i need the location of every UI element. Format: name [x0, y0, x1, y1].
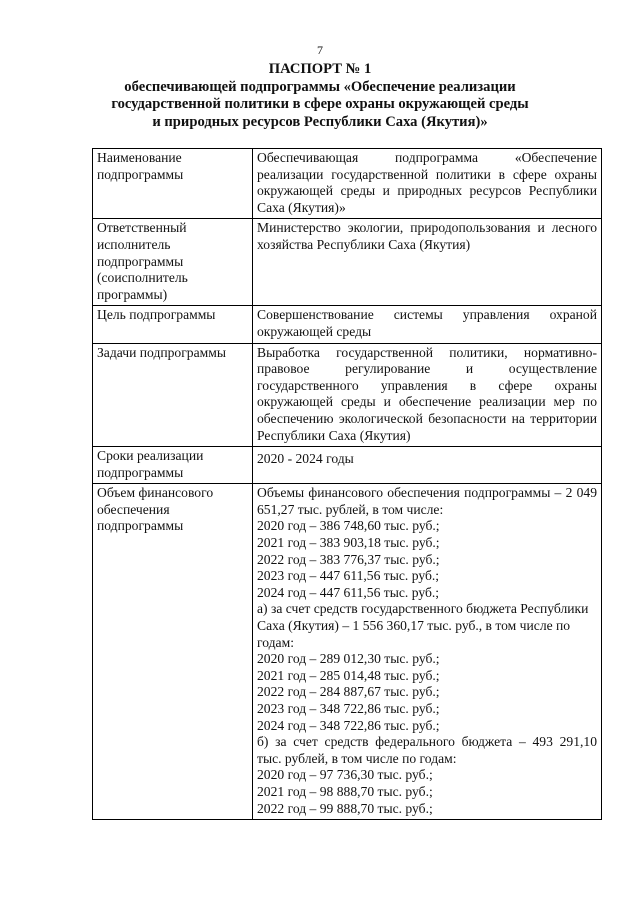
- finance-federal-intro: б) за счет средств федерального бюджета – 493 291,10 тыс. рублей, в том числе по годам:: [257, 734, 597, 766]
- finance-federal-2022: 2022 год – 99 888,70 тыс. руб.;: [257, 800, 433, 816]
- title-line-3: государственной политики в сфере охраны окружающей среды: [111, 96, 529, 112]
- finance-total-2020: 2020 год – 386 748,60 тыс. руб.;: [257, 518, 440, 534]
- row-value-period: 2020 - 2024 годы: [253, 447, 602, 484]
- row-value-goal: Совершенствование системы управления охраной окружающей среды: [253, 306, 602, 343]
- finance-federal-2021: 2021 год – 98 888,70 тыс. руб.;: [257, 783, 433, 799]
- finance-total-2021: 2021 год – 383 903,18 тыс. руб.;: [257, 535, 440, 551]
- table-row: [93, 219, 602, 306]
- title-line-4: и природных ресурсов Республики Саха (Якутия)»: [152, 113, 488, 130]
- row-label-tasks: Задачи подпрограммы: [93, 343, 253, 447]
- title-line-1: ПАСПОРТ № 1: [268, 61, 372, 77]
- finance-state-intro: а) за счет средств государственного бюджета Республики Саха (Якутия) – 1 556 360,17 тыс. руб., в том числе по годам:: [257, 601, 589, 650]
- finance-total-2023: 2023 год – 447 611,56 тыс. руб.;: [257, 568, 440, 584]
- row-label-goal: Цель подпрограммы: [93, 306, 253, 343]
- table-row: [93, 484, 602, 820]
- finance-federal-2020: 2020 год – 97 736,30 тыс. руб.;: [257, 767, 433, 783]
- row-label-executor: Ответственный исполнитель подпрограммы (соисполнитель программы): [93, 219, 253, 306]
- finance-state-2021: 2021 год – 285 014,48 тыс. руб.;: [257, 667, 440, 683]
- finance-total-2022: 2022 год – 383 776,37 тыс. руб.;: [257, 551, 440, 567]
- finance-total-2024: 2024 год – 447 611,56 тыс. руб.;: [257, 584, 440, 600]
- passport-table: [92, 148, 602, 820]
- table-row: [93, 343, 602, 447]
- row-value-finance: [253, 484, 602, 820]
- title-line-2: обеспечивающей подпрограммы «Обеспечение реализации: [124, 78, 516, 95]
- finance-state-2020: 2020 год – 289 012,30 тыс. руб.;: [257, 651, 440, 667]
- table-row: [93, 149, 602, 219]
- row-value-executor: Министерство экологии, природопользования и лесного хозяйства Республики Саха (Якутия): [253, 219, 602, 306]
- finance-state-2023: 2023 год – 348 722,86 тыс. руб.;: [257, 701, 440, 716]
- row-value-tasks: Выработка государственной политики, нормативно-правовое регулирование и осуществление государственного управления в сфере охраны окружающей среды и обеспечение реализации мер по обеспечению экологической безопасности на территории Республики Саха (Якутия): [253, 343, 602, 447]
- table-row: [93, 306, 602, 343]
- table-row: [93, 447, 602, 484]
- finance-state-2022: 2022 год – 284 887,67 тыс. руб.;: [257, 684, 440, 700]
- row-label-finance: Объем финансового обеспечения подпрограммы: [93, 484, 253, 820]
- page-number: 7: [317, 43, 323, 57]
- finance-state-2024: 2024 год – 348 722,86 тыс. руб.;: [257, 717, 440, 733]
- row-value-name: Обеспечивающая подпрограмма «Обеспечение реализации государственной политики в сфере охраны окружающей среды и природных ресурсов Республики Саха (Якутия)»: [253, 149, 602, 219]
- row-label-name: Наименование подпрограммы: [93, 149, 253, 219]
- row-label-period: Сроки реализации подпрограммы: [93, 447, 253, 484]
- document-title: [60, 61, 580, 131]
- finance-intro: Объемы финансового обеспечения подпрограммы – 2 049 651,27 тыс. рублей, в том числе:: [257, 485, 597, 517]
